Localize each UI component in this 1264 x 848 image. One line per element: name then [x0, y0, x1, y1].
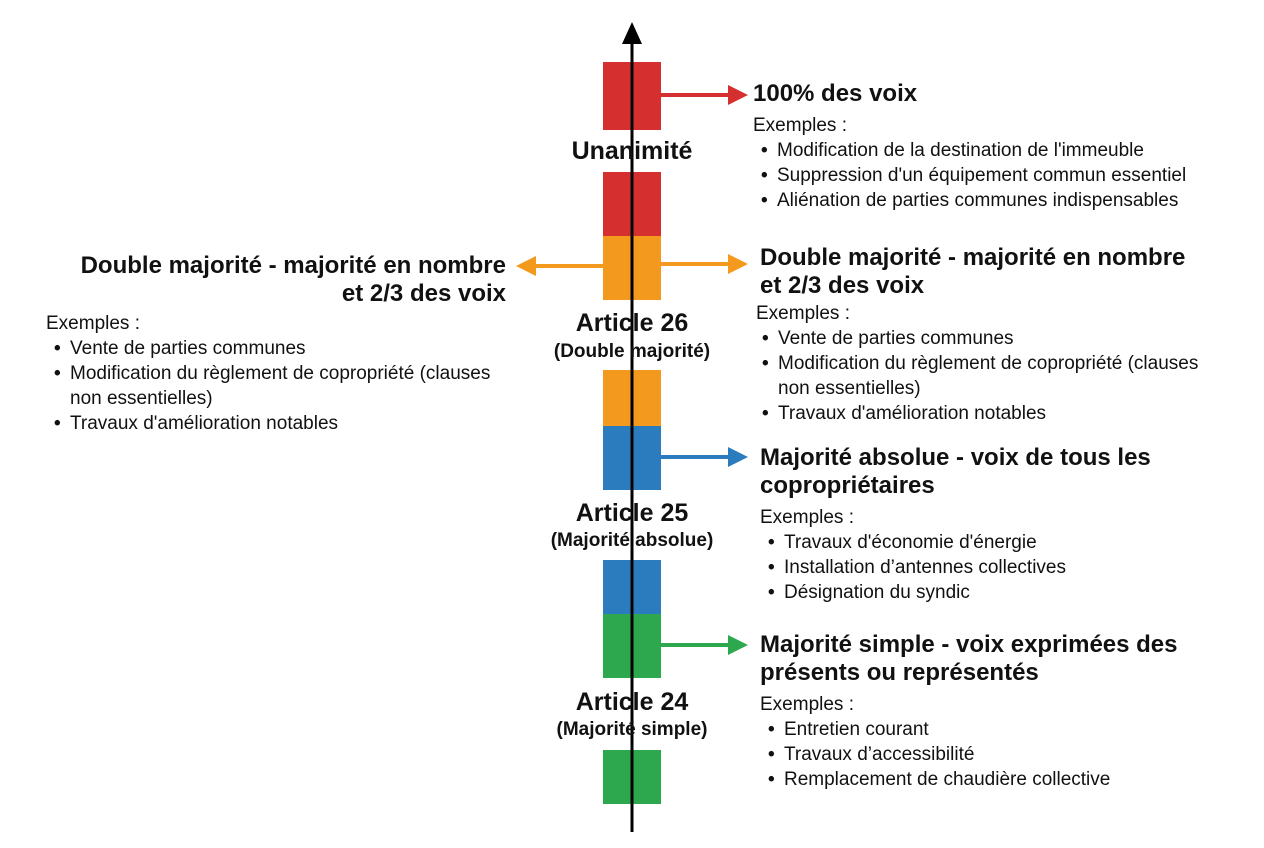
list-item: • Aliénation de parties communes indispensables	[761, 188, 1253, 213]
list-item: • Vente de parties communes	[762, 326, 1202, 351]
list-item: • Travaux d'amélioration notables	[54, 411, 494, 436]
heading-line-2: et 2/3 des voix	[341, 280, 506, 307]
article25-heading	[760, 444, 1240, 500]
article26-heading-right	[760, 244, 1240, 300]
article26-examples-label-right: Exemples :	[756, 303, 850, 324]
list-item: • Modification de la destination de l'immeuble	[761, 138, 1253, 163]
article24-label: Article 24	[575, 688, 689, 716]
heading-line-2: présents ou représentés	[760, 659, 1039, 686]
article26-label: Article 26	[575, 309, 689, 337]
article26-examples-list-right	[760, 326, 1202, 426]
unanimite-examples-list	[753, 138, 1253, 213]
heading-line-2: copropriétaires	[760, 472, 935, 499]
article26-sublabel: (Double majorité)	[553, 341, 711, 362]
article24-examples-list	[760, 717, 1240, 792]
article25-examples-list	[760, 530, 1240, 605]
article25-details	[760, 444, 1240, 605]
article26-details-left	[46, 252, 506, 436]
list-item: • Travaux d'amélioration notables	[762, 401, 1202, 426]
axis-arrowhead	[622, 22, 642, 44]
list-item: • Suppression d'un équipement commun essentiel	[761, 163, 1253, 188]
heading-line-1: Double majorité - majorité en nombre	[760, 244, 1186, 271]
heading-line-2: et 2/3 des voix	[760, 272, 925, 299]
list-item: • Travaux d’accessibilité	[768, 742, 1240, 767]
list-item: • Désignation du syndic	[768, 580, 1240, 605]
article24-arrowhead	[728, 635, 748, 655]
unanimite-details	[753, 80, 1253, 213]
list-item: • Modification du règlement de copropriété (clauses non essentielles)	[54, 361, 494, 411]
article25-sublabel: (Majorité absolue)	[550, 530, 714, 551]
article26-details-right	[756, 244, 1240, 426]
article24-sublabel: (Majorité simple)	[556, 719, 708, 740]
article26-examples-label-left: Exemples :	[46, 313, 140, 334]
article25-label: Article 25	[575, 499, 689, 527]
unanimite-label: Unanimité	[571, 137, 693, 165]
unanimite-examples-label: Exemples :	[753, 115, 847, 136]
article24-examples-label: Exemples :	[760, 694, 854, 715]
article25-arrowhead	[728, 447, 748, 467]
unanimite-arrowhead	[728, 85, 748, 105]
list-item: • Installation d’antennes collectives	[768, 555, 1240, 580]
list-item: • Travaux d'économie d'énergie	[768, 530, 1240, 555]
article26-examples-list-left	[46, 336, 494, 436]
article26-arrowhead-right	[728, 254, 748, 274]
article26-heading-left	[46, 252, 506, 308]
list-item: • Entretien courant	[768, 717, 1240, 742]
unanimite-heading: 100% des voix	[753, 80, 918, 107]
article24-details	[760, 631, 1240, 792]
heading-line-1: Majorité simple - voix exprimées des	[760, 631, 1178, 658]
article25-examples-label: Exemples :	[760, 507, 854, 528]
list-item: • Remplacement de chaudière collective	[768, 767, 1240, 792]
article26-arrowhead-left	[516, 256, 536, 276]
list-item: • Modification du règlement de copropriété (clauses non essentielles)	[762, 351, 1202, 401]
list-item: • Vente de parties communes	[54, 336, 494, 361]
article24-heading	[760, 631, 1240, 687]
heading-line-1: Double majorité - majorité en nombre	[80, 252, 506, 279]
heading-line-1: Majorité absolue - voix de tous les	[760, 444, 1151, 471]
